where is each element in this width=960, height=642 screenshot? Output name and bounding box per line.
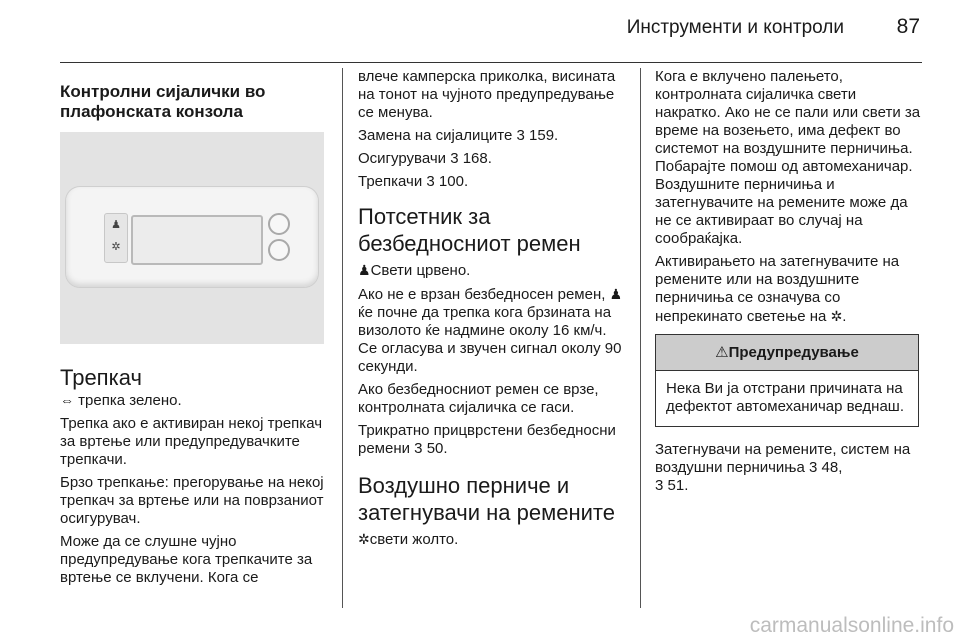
console-figure: [60, 132, 324, 344]
console-button-icon: [268, 213, 290, 235]
paragraph: Трепка ако е активиран некој трепкач за вртење или предупредувачките трепкачи.: [60, 415, 323, 468]
airbag-icon: ✲: [111, 241, 121, 253]
cross-reference: Трепкачи 3 100.: [358, 173, 469, 190]
warning-text: Нека Ви ја отстрани причината на дефектот автомеханичар веднаш.: [666, 380, 905, 415]
column-divider: [640, 68, 641, 608]
seatbelt-icon: ♟: [111, 219, 121, 231]
column-3: [655, 68, 921, 500]
section-heading-console: Контролни сијалички во плафонската конзола: [60, 82, 266, 121]
paragraph: Ако безбедносниот ремен се врзе, контролната сијаличка се гаси.: [358, 381, 599, 416]
column-1: [60, 68, 326, 592]
console-indicator-panel: [104, 213, 128, 263]
paragraph: Кога е вклучено палењето, контролната сијаличка свети накратко. Ако не се пали или свети за време на возењето, има дефект во системот на воздушните перничиња. Побарајте помош од автомеханичар. Воздушните перничиња и затегнувачите на ремените може да не се активираат во случај на сообраќајка.: [655, 68, 921, 247]
watermark: carmanualsonline.info: [749, 614, 954, 637]
warning-box: [655, 334, 919, 427]
section-heading-airbag: Воздушно перниче и затегнувачи на ремените: [358, 473, 615, 525]
section-heading-turn-signal: Трепкач: [60, 365, 142, 390]
column-divider: [342, 68, 343, 608]
section-heading-seatbelt: Потсетник за безбедносниот ремен: [358, 204, 581, 256]
paragraph: Брзо трепкање: прегорување на некој трепкач за вртење или на поврзаниот осигурувач.: [60, 474, 324, 527]
airbag-icon: ✲: [358, 531, 370, 547]
cross-reference: Затегнувачи на ремените, систем на воздушни перничиња 3 48, 3 51.: [655, 441, 911, 494]
console-display: [131, 215, 263, 265]
airbag-icon: ✲: [830, 308, 843, 324]
seatbelt-icon: ♟: [358, 262, 371, 278]
arrow-icon: 3: [414, 440, 423, 457]
cross-reference: Трикратно прицврстени безбедносни ремени 3 50.: [358, 422, 616, 457]
seatbelt-icon: ♟: [609, 286, 623, 302]
ceiling-console: [66, 187, 318, 287]
paragraph: влече камперска приколка, висината на тонот на чујното предупредување се менува.: [358, 68, 616, 121]
cross-reference: Осигурувачи 3 168.: [358, 150, 492, 167]
cross-reference: Замена на сијалиците 3 159.: [358, 127, 559, 144]
arrow-icon: 3: [450, 150, 459, 167]
turn-text: трепка зелено.: [74, 392, 182, 409]
arrow-icon: 3: [655, 477, 664, 494]
paragraph: Активирањето на затегнувачите на ремените или на воздушните перничиња се означува со непрекинато светење на ✲.: [655, 253, 900, 325]
turn-signal-icon: ⇔: [60, 392, 74, 408]
column-2: влече камперска приколка, висината на тонот на чујното предупредување се менува. Замена на сијалиците 3 159. Осигурувачи 3 168. Трепкачи 3 100. Потсетник за безбедносниот ремен ♟Свети црвено. Ако не е врзан безбедносен ремен, ♟ ќе почне да трепка кога брзината на визолото ќе надмине околу 16 км/ч. Се огласува и звучен сигнал околу 90 секунди. Ако безбедносниот ремен се врзе, контролната сијаличка се гаси. Трикратно прицврстени безбедносни ремени 3 50. Воздушно перниче и затегнувачи на ремените ✲свети жолто.: [358, 68, 626, 554]
arrow-icon: 3: [426, 173, 435, 190]
paragraph: Може да се слушне чујно предупредување кога трепкачите за вртење се вклучени. Кога се: [60, 533, 313, 586]
paragraph: Ако не е врзан безбедносен ремен, ♟ ќе почне да трепка кога брзината на визолото ќе надмине околу 16 км/ч. Се огласува и звучен сигнал околу 90 секунди.: [358, 286, 623, 375]
page-number: 87: [896, 15, 920, 38]
page-header: [60, 0, 922, 63]
console-button-icon: [268, 239, 290, 261]
arrow-icon: 3: [516, 127, 525, 144]
warning-icon: ⚠: [715, 344, 729, 361]
header-title: Инструменти и контроли: [626, 17, 844, 38]
warning-header: ⚠Предупредување: [656, 335, 918, 371]
arrow-icon: 3: [809, 459, 818, 476]
